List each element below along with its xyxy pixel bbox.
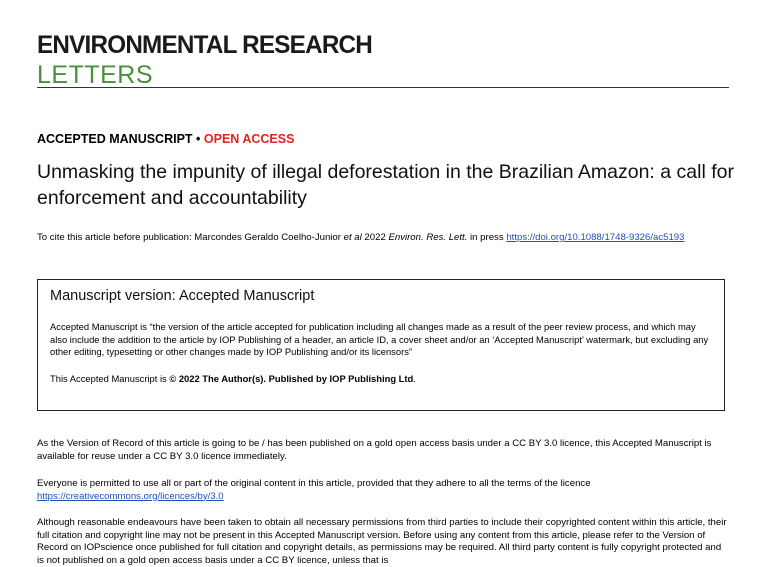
permissions-paragraph: Although reasonable endeavours have been taken to obtain all necessary permissions from third parties to include their copyrighted content within this article, their full citation and copyright line may not be present in this Accepted Manuscript version. Before using any content from this article, please refer to the Version of Record on IOPscience once published for full citation and copyright details, as permissions may be required. All third party content is fully copyright protected and is not published on a gold open access basis under a CC BY licence, unless that is bbox=[37, 517, 727, 566]
reuse-paragraph bbox=[37, 478, 729, 503]
citation-in-press: in press bbox=[467, 232, 507, 243]
citation-prefix: To cite this article before publication: Marcondes Geraldo Coelho-Junior bbox=[37, 232, 344, 243]
header-rule bbox=[37, 87, 729, 88]
copyright-prefix: This Accepted Manuscript is bbox=[50, 373, 170, 384]
reuse-text: Everyone is permitted to use all or part of the original content in this article, provided that they adhere to all the terms of the licence bbox=[37, 478, 591, 489]
licence-paragraph: As the Version of Record of this article is going to be / has been published on a gold open access basis under a CC BY 3.0 licence, this Accepted Manuscript is available for reuse under a CC BY 3.0 licence immediately. bbox=[37, 438, 712, 462]
doi-link[interactable]: https://doi.org/10.1088/1748-9326/ac5193 bbox=[506, 232, 685, 243]
journal-subtitle: LETTERS bbox=[37, 61, 154, 89]
status-line bbox=[37, 132, 294, 146]
copyright-line bbox=[50, 373, 416, 384]
article-title: Unmasking the impunity of illegal deforestation in the Brazilian Amazon: a call for enforcement and accountability bbox=[37, 161, 734, 209]
citation-et-al: et al bbox=[343, 232, 362, 243]
citation-journal: Environ. Res. Lett. bbox=[388, 232, 468, 243]
licence-link[interactable]: https://creativecommons.org/licences/by/3.0 bbox=[37, 490, 224, 502]
accepted-manuscript-definition: Accepted Manuscript is “the version of the article accepted for publication including all changes made as a result of the peer review process, and which may also include the addition to the article by IOP Publishing of a header, an article ID, a cover sheet and/or an ‘Accepted Manuscript’ watermark, but excluding any other editing, typesetting or other changes made by IOP Publishing and/or its licensors” bbox=[50, 321, 709, 357]
journal-name: ENVIRONMENTAL RESEARCH bbox=[37, 31, 373, 59]
manuscript-version-box bbox=[37, 279, 725, 411]
copyright-holder: © 2022 The Author(s). Published by IOP Publishing Ltd bbox=[169, 373, 414, 384]
status-label: ACCEPTED MANUSCRIPT bbox=[37, 132, 193, 146]
citation-year: 2022 bbox=[361, 232, 389, 243]
citation bbox=[37, 232, 727, 245]
box-title: Manuscript version: Accepted Manuscript bbox=[50, 288, 315, 304]
open-access-label: OPEN ACCESS bbox=[203, 132, 295, 146]
copyright-suffix: . bbox=[413, 373, 416, 384]
status-separator: • bbox=[192, 132, 204, 146]
